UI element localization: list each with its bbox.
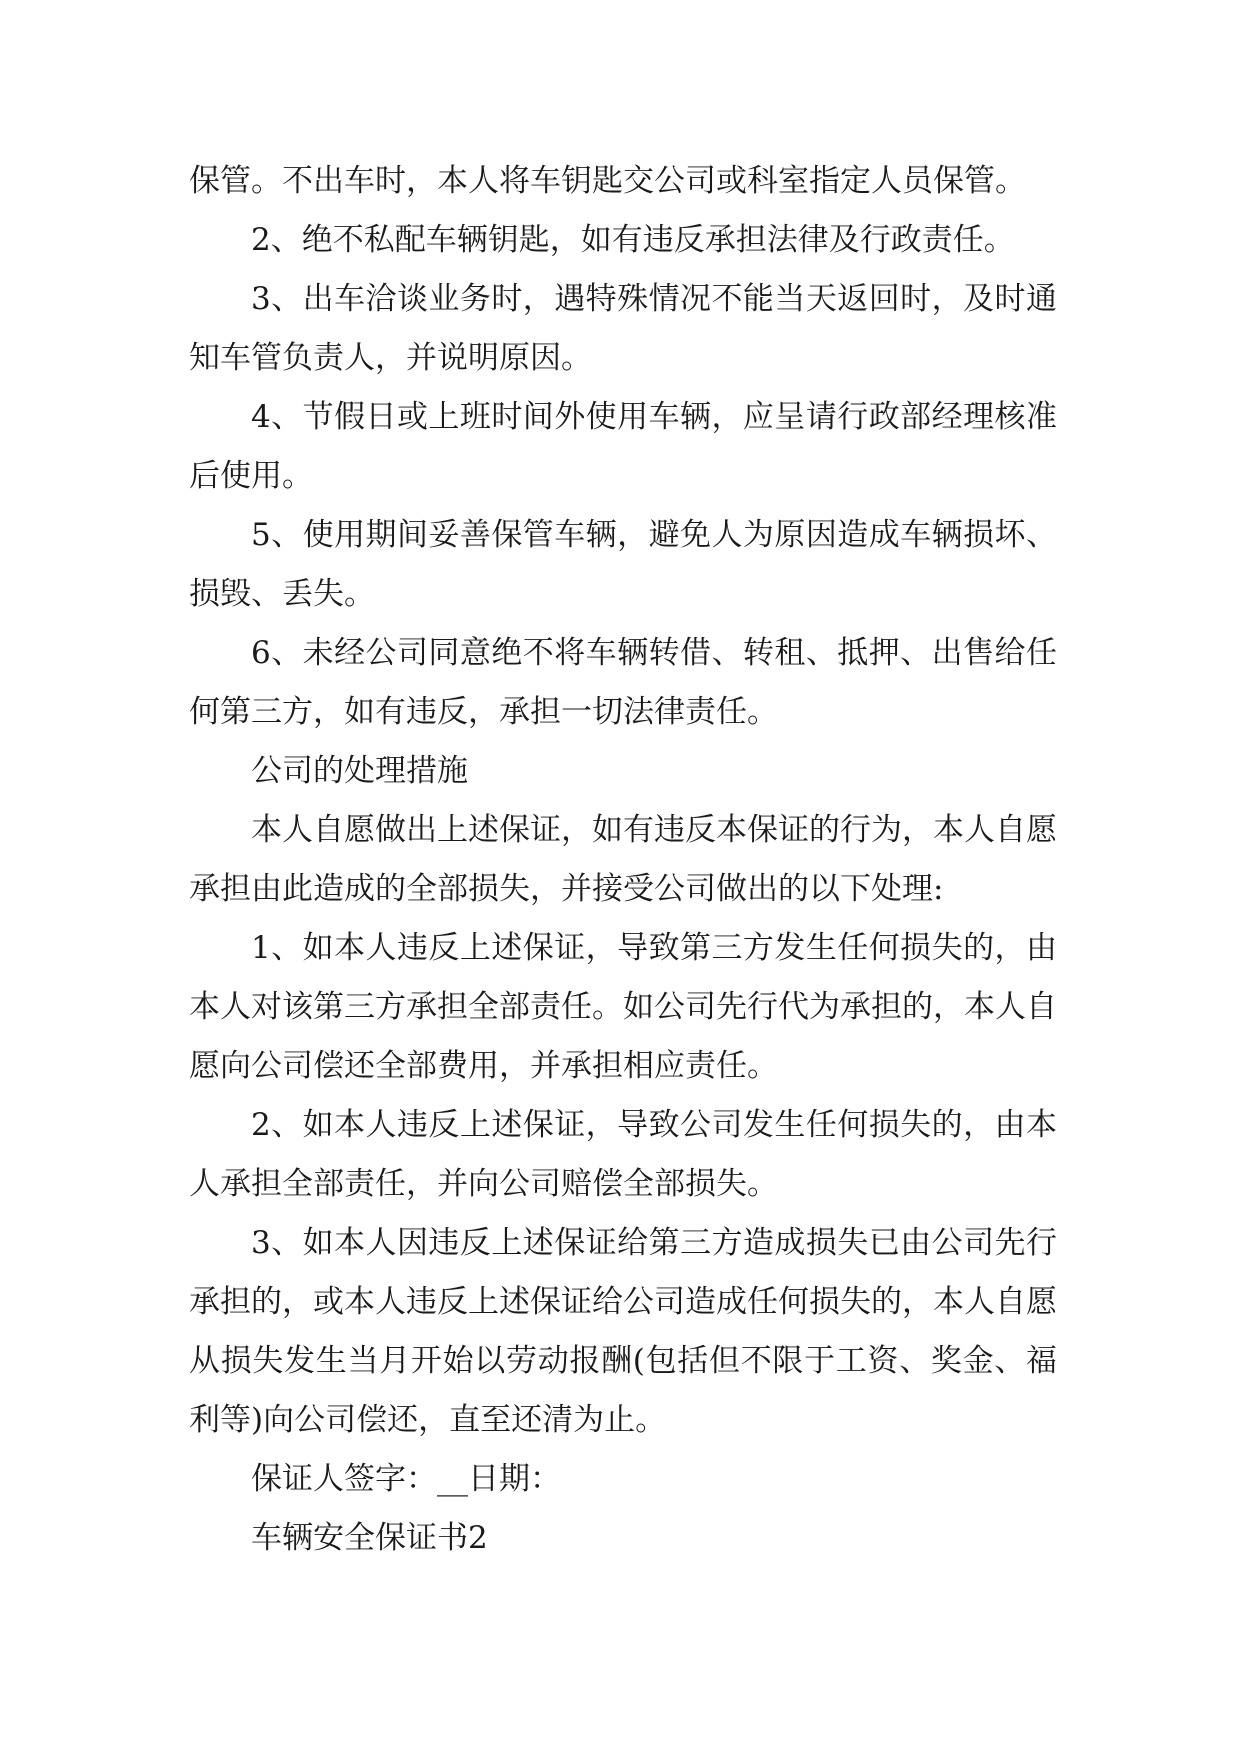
signature-line: 保证人签字：__日期： [251,1461,561,1497]
next-document-title: 车辆安全保证书2 [251,1520,488,1556]
paragraph-statement: 本人自愿做出上述保证，如有违反本保证的行为，本人自愿承担由此造成的全部损失，并接受公司做出的以下处理: [189,812,1057,907]
paragraph-continuation: 保管。不出车时，本人将车钥匙交公司或科室指定人员保管。 [189,163,1026,199]
paragraph-measure-3: 3、如本人因违反上述保证给第三方造成损失已由公司先行承担的，或本人违反上述保证给公司造成任何损失的，本人自愿从损失发生当月开始以劳动报酬(包括但不限于工资、奖金、福利等)向公司偿还，直至还清为止。 [189,1225,1057,1438]
paragraph-item-6: 6、未经公司同意绝不将车辆转借、转租、抵押、出售给任何第三方，如有违反，承担一切法律责任。 [189,635,1057,730]
paragraph-item-3: 3、出车洽谈业务时，遇特殊情况不能当天返回时，及时通知车管负责人，并说明原因。 [189,281,1057,376]
document-body [189,152,1057,1568]
paragraph-item-2: 2、绝不私配车辆钥匙，如有违反承担法律及行政责任。 [251,222,1015,258]
paragraph-measure-2: 2、如本人违反上述保证，导致公司发生任何损失的，由本人承担全部责任，并向公司赔偿全部损失。 [189,1107,1057,1202]
paragraph-measure-1: 1、如本人违反上述保证，导致第三方发生任何损失的，由本人对该第三方承担全部责任。如公司先行代为承担的，本人自愿向公司偿还全部费用，并承担相应责任。 [189,930,1057,1084]
paragraph-item-5: 5、使用期间妥善保管车辆，避免人为原因造成车辆损坏、损毁、丢失。 [189,517,1057,612]
section-heading: 公司的处理措施 [251,753,468,789]
paragraph-item-4: 4、节假日或上班时间外使用车辆，应呈请行政部经理核准后使用。 [189,399,1057,494]
